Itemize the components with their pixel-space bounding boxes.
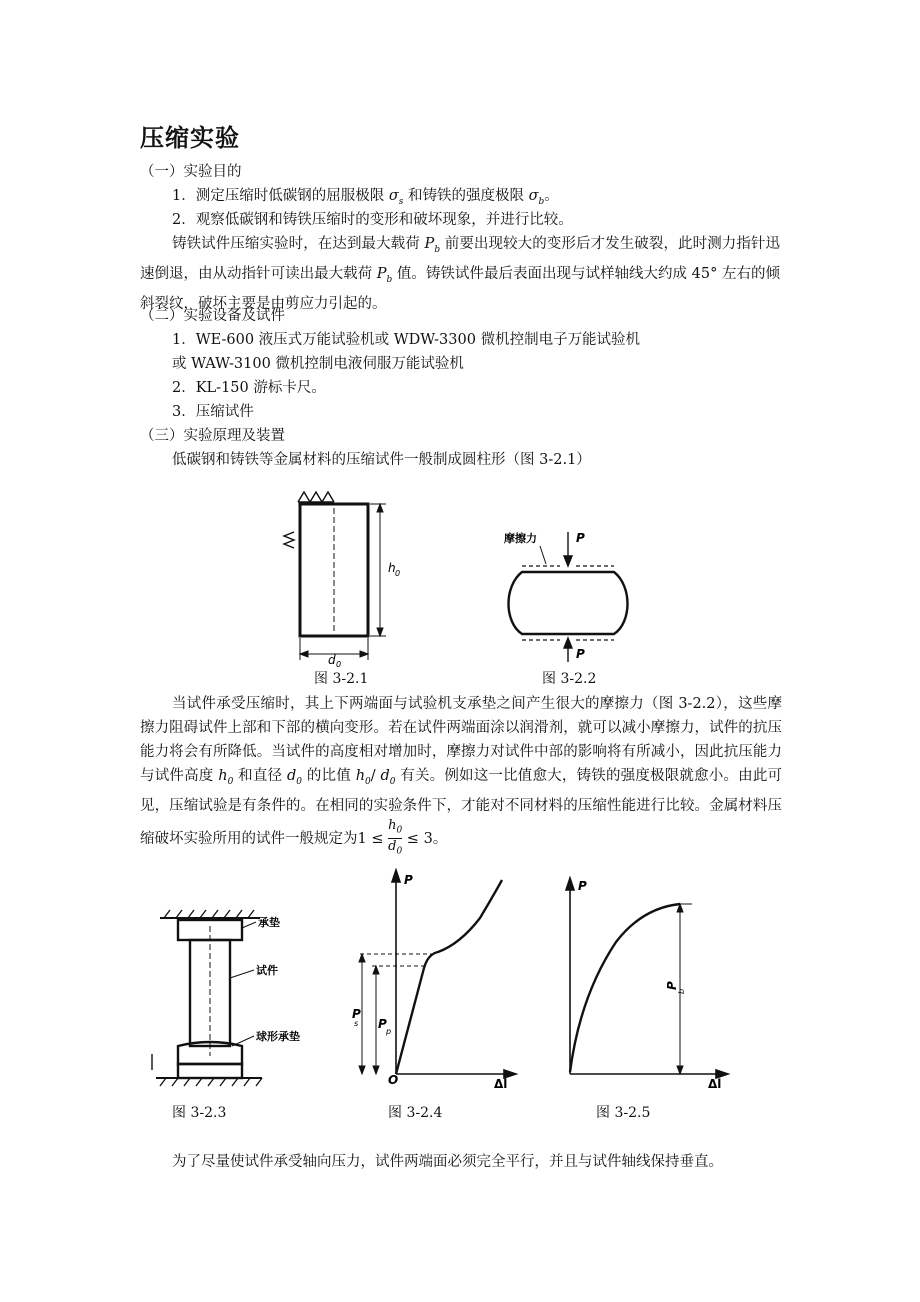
y-axis-label: P: [578, 879, 587, 893]
figure-3-2-3: [150, 906, 330, 1090]
principle-intro: 低碳钢和铸铁等金属材料的压缩试件一般制成圆柱形（图 3-2.1）: [172, 452, 591, 468]
origin-label: O: [388, 1073, 399, 1087]
top-ground: [160, 910, 260, 918]
axes-3-2-5: [566, 878, 728, 1078]
section-heading-2: （二）实验设备及试件: [140, 308, 285, 324]
caption-fig-3-2-4: 图 3-2.4: [388, 1105, 443, 1121]
equipment-item-1b: 或 WAW-3100 微机控制电液伺服万能试验机: [172, 356, 464, 372]
height-dimension: [370, 504, 386, 636]
load-label-top: P: [576, 531, 585, 545]
section-heading-1: （一）实验目的: [140, 164, 242, 180]
ground-hatch-top: [298, 492, 334, 502]
caption-fig-3-2-2: 图 3-2.2: [542, 671, 597, 687]
section-heading-3: （三）实验原理及装置: [140, 428, 285, 444]
steel-curve: [396, 880, 502, 1074]
pad-label: 承垫: [258, 916, 280, 929]
figure-3-2-5: [556, 876, 736, 1090]
pb-label: P: [665, 981, 679, 990]
cast-iron-paragraph: 铸铁试件压缩实验时，在达到最大载荷 $P_b$ 前要出现较大的变形后才发生破裂，此时测力指针迅速倒退，由从动指针可读出最大载荷 $P_b$ 值。铸铁试件最后表面出现与试样轴线大约成 45° 左右的倾斜裂纹，破坏主要是由剪应力引起的。: [140, 236, 781, 312]
pb-sub: b: [677, 988, 686, 994]
final-paragraph: 为了尽量使试件承受轴向压力，试件两端面必须完全平行，并且与试件轴线保持垂直。: [172, 1154, 723, 1170]
load-label-bottom: P: [576, 647, 585, 661]
objective-item-2: 2．观察低碳钢和铸铁压缩时的变形和破坏现象，并进行比较。: [172, 212, 573, 228]
bottom-pad: [178, 1064, 242, 1078]
figure-3-2-4: [350, 868, 520, 1090]
page-title: 压缩实验: [140, 124, 240, 152]
axes-3-2-4: [392, 870, 516, 1078]
caption-fig-3-2-1: 图 3-2.1: [314, 671, 369, 687]
diameter-label-sub: 0: [336, 660, 342, 668]
height-label-sub: 0: [395, 569, 401, 578]
x-axis-label: Δl: [708, 1077, 722, 1090]
friction-paragraph: 当试件承受压缩时，其上下两端面与试验机支承垫之间产生很大的摩擦力（图 3-2.2），这些摩擦力阻碍试件上部和下部的横向变形。若在试件两端面涂以润滑剂，就可以减小摩擦力，试件的抗压能力将会有所降低。当试件的高度相对增加时，摩擦力对试件中部的影响将有所减小，因此抗压能力与试件高度 $h_0$ 和直径 $d_0$ 的比值 $h_0/$ $d_0$ 有关。例如这一比值愈大，铸铁的强度极限就愈小。由此可见，压缩试验是有条件的。在相同的实验条件下，才能对不同材料的压缩性能进行比较。金属材料压缩破坏实验所用的试件一般规定为1 ≤ $\frac{h_0}{d_0}$ ≤ 3。: [140, 692, 782, 860]
equipment-item-3: 3．压缩试件: [172, 404, 254, 420]
spherical-pad-label: 球形承垫: [256, 1030, 300, 1043]
ps-sub: s: [354, 1019, 359, 1028]
caption-fig-3-2-5: 图 3-2.5: [596, 1105, 651, 1121]
cast-iron-curve: [570, 904, 680, 1072]
ps-label: P: [352, 1007, 361, 1021]
x-axis-label: Δl: [494, 1077, 508, 1090]
diameter-label: d: [328, 653, 336, 667]
figure-3-2-2: [500, 524, 640, 664]
load-arrow-top: [564, 532, 572, 566]
barrel-specimen: [509, 572, 628, 634]
figure-3-2-1: [280, 488, 410, 668]
reference-lines: [360, 954, 434, 966]
ratio-fraction: $\frac{h_0}{d_0}$: [388, 818, 402, 860]
equipment-item-2: 2．KL-150 游标卡尺。: [172, 380, 326, 396]
y-axis-label: P: [404, 873, 413, 887]
pp-sub: p: [386, 1027, 392, 1036]
specimen-label: 试件: [256, 964, 278, 977]
load-arrow-bottom: [564, 638, 572, 662]
height-label: h: [388, 561, 396, 575]
equipment-item-1a: 1．WE-600 液压式万能试验机或 WDW-3300 微机控制电子万能试验机: [172, 332, 641, 348]
pp-label: P: [378, 1017, 387, 1031]
objective-item-1: 1．测定压缩时低碳钢的屈服极限 $\sigma_s$ 和铸铁的强度极限 $\sigma_b$。: [172, 188, 559, 207]
ground-hatch-side: [284, 532, 294, 548]
caption-fig-3-2-3: 图 3-2.3: [172, 1105, 227, 1121]
friction-label: 摩擦力: [504, 532, 537, 545]
